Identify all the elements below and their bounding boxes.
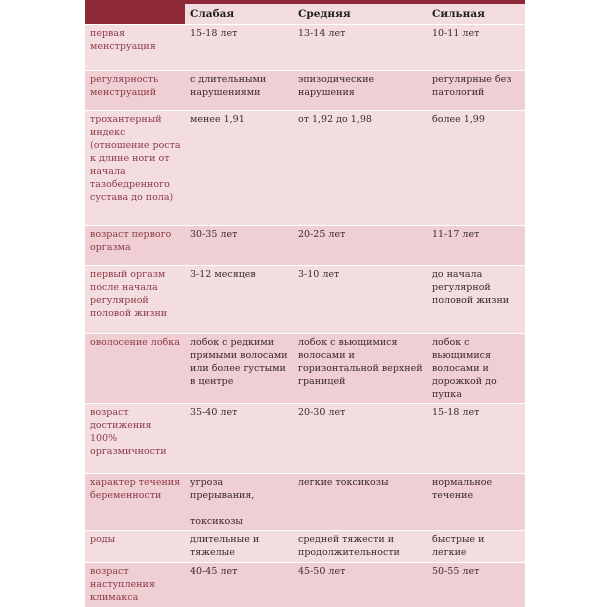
table-row	[85, 25, 525, 71]
cell-weak: 40-45 лет	[185, 563, 293, 607]
cell-strong: 15-18 лет	[427, 404, 525, 474]
cell-medium: 45-50 лет	[293, 563, 427, 607]
table-row	[85, 334, 525, 404]
cell-medium: от 1,92 до 1,98	[293, 111, 427, 226]
cell-strong: 50-55 лет	[427, 563, 525, 607]
cell-weak: 30-35 лет	[185, 226, 293, 266]
cell-weak: с длительными нарушениями	[185, 71, 293, 111]
cell-weak-line-1: угроза прерывания,	[190, 477, 255, 501]
row-label: возраст достижения 100% оргазмичности	[85, 404, 185, 474]
row-label: возраст наступления климакса	[85, 563, 185, 607]
table-row	[85, 563, 525, 607]
cell-strong: 11-17 лет	[427, 226, 525, 266]
cell-strong: быстрые и легкие	[427, 531, 525, 563]
cell-medium: 20-30 лет	[293, 404, 427, 474]
table-row	[85, 531, 525, 563]
row-label: трохантерный индекс (отношение роста к длине ноги от начала тазобедренного сустава до пола)	[85, 111, 185, 226]
cell-medium: 20-25 лет	[293, 226, 427, 266]
table-row	[85, 266, 525, 334]
temperament-table	[85, 0, 525, 607]
cell-strong: до начала регулярной половой жизни	[427, 266, 525, 334]
corner-cell	[85, 4, 185, 25]
table-row	[85, 111, 525, 226]
cell-weak-line-2: токсикозы	[190, 516, 243, 527]
cell-weak: менее 1,91	[185, 111, 293, 226]
cell-weak: 15-18 лет	[185, 25, 293, 71]
cell-medium: эпизодические нарушения	[293, 71, 427, 111]
cell-strong: нормальное течение	[427, 474, 525, 531]
cell-weak: лобок с редкими прямыми волосами или более густыми в центре	[185, 334, 293, 404]
cell-medium: 13-14 лет	[293, 25, 427, 71]
cell-weak: длительные и тяжелые	[185, 531, 293, 563]
row-label: первая менструация	[85, 25, 185, 71]
row-label: характер течения беременности	[85, 474, 185, 531]
table-row	[85, 404, 525, 474]
row-label: роды	[85, 531, 185, 563]
column-header-medium: Средняя	[293, 4, 427, 25]
cell-medium: 3-10 лет	[293, 266, 427, 334]
row-label: первый оргазм после начала регулярной половой жизни	[85, 266, 185, 334]
cell-strong: 10-11 лет	[427, 25, 525, 71]
cell-strong: более 1,99	[427, 111, 525, 226]
cell-weak: 35-40 лет	[185, 404, 293, 474]
cell-strong: лобок с вьющимися волосами и дорожкой до пупка	[427, 334, 525, 404]
cell-weak: 3-12 месяцев	[185, 266, 293, 334]
column-header-strong: Сильная	[427, 4, 525, 25]
temperament-table-sheet	[85, 0, 525, 604]
row-label: возраст первого оргазма	[85, 226, 185, 266]
table-row	[85, 474, 525, 531]
column-header-weak: Слабая	[185, 4, 293, 25]
cell-medium: средней тяжести и продолжительности	[293, 531, 427, 563]
cell-medium: лобок с вьющимися волосами и горизонтальной верхней границей	[293, 334, 427, 404]
table-header-row	[85, 4, 525, 25]
cell-strong: регулярные без патологий	[427, 71, 525, 111]
row-label: оволосение лобка	[85, 334, 185, 404]
row-label: регулярность менструаций	[85, 71, 185, 111]
table-row	[85, 71, 525, 111]
cell-medium: легкие токсикозы	[293, 474, 427, 531]
table-row	[85, 226, 525, 266]
cell-weak	[185, 474, 293, 531]
